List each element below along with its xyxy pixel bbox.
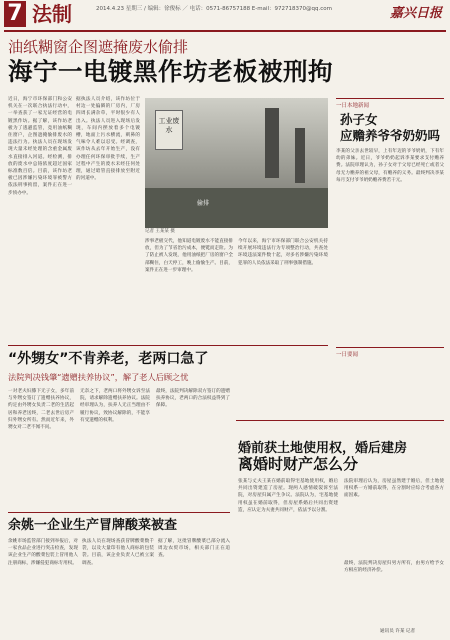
photo-credit: 记者 王某某 摄 (145, 229, 175, 234)
story2-headline: “外甥女”不肯养老，老两口急了 (8, 351, 209, 367)
page-number: 7 (4, 1, 26, 27)
story3-column-3: 据了解，这批冒牌酸菜已部分流入周边农贸市场，相关部门正在追查。 (158, 539, 230, 559)
lead-photo (145, 98, 328, 228)
section-title: 法制 (32, 2, 72, 26)
issue-meta: 2014.4.23 星期三 / 编辑：徐俊标 ／ 电话：0571-86757188 E-mail：972718370@qq.com (96, 6, 333, 12)
story2-column-3: 最终，法院判决解除双方签订的遗赠扶养协议，老两口的合法权益得到了保障。 (156, 389, 230, 409)
story4-byline: 通讯员 许某 记者 (380, 629, 416, 634)
story2-column-1: 一对老夫妇膝下无子女，多年前与外甥女签订了遗赠扶养协议，约定由外甥女负责二老的生活起居和养老送终，二老去世后房产归外甥女所有。然而近年来，外甥女对二老不闻不问。 (8, 389, 74, 431)
lead-column-4: 今年以来，海宁市环保部门联合公安机关持续开展环境违法行为专项整治行动，共查处环境违法案件数十起，对多名涉嫌污染环境犯罪的人员依法采取了刑事强制措施。 (238, 239, 328, 266)
sidebar-title-1a: 孙子女 (340, 112, 378, 127)
sidebar-tag-1: 一日本地新闻 (336, 98, 444, 109)
newspaper-logo: 嘉兴日报 (389, 6, 442, 21)
masthead-rule (4, 30, 446, 32)
story3-column-2: 执法人员在现场查获冒牌酸菜数千袋，以及大量印有他人商标的包装袋。目前，该企业负责人已被立案调查。 (82, 539, 154, 566)
section-divider (236, 420, 444, 421)
lead-column-1: 近日，海宁市环保部门和公安机关在一次联合执法行动中，一举查获了一家无证经营的电镀黑作坊。据了解，该作坊老板为了逃避监管，竟用油纸糊住窗户，企图遮掩偷排废水的违法行为。执法人员在现场发现大量未经处理的含重金属废水直接排入河道。经检测，排放的废水中总铬浓度超过国家标准数百倍。目前，该作坊老板已因涉嫌污染环境罪被警方依法刑事拘留，案件正在进一步侦办中。 (8, 97, 72, 196)
lead-kicker: 油纸糊窗企图遮掩废水偷排 (8, 38, 189, 56)
sidebar-text-1: 李某的父亲去世较早，上有年迈的爷爷奶奶，下有年幼的弟妹。近日，爷爷奶奶起诉李某要求支付赡养费。法院审理认为，孙子女对于父母已经死亡或者父母无力赡养的祖父母，有赡养的义务。最终判决李某每月支付爷爷奶奶赡养费若干元。 (336, 149, 444, 183)
lead-column-3: 涉事老板交代，他知道电镀废水不能直接排放，但为了节省治污成本，便铤而走险。为了防止被人发现，他用油纸把厂房的窗户全部糊住，白天停工，晚上偷偷生产。目前，案件正在进一步审理中。 (145, 239, 233, 273)
sidebar-title-1b: 应赡养爷爷奶奶吗 (340, 128, 441, 143)
lead-column-2: 据执法人员介绍，该作坊位于村边一处偏僻的厂房内，厂房四周长满杂草，平时很少有人出入。执法人员进入现场后发现，车间内摆放着多个电镀槽，地面上污水横流，刺鼻的气味令人难以忍受。经调查，该作坊从去年开始生产，没有办理任何环保审批手续，生产过程中产生的废水未经任何处理，通过暗管直接排放至附近的河道中。 (76, 97, 140, 182)
story4-column-3: 最终，法院判决房屋归男方所有，由男方给予女方相应的经济补偿。 (344, 561, 444, 574)
photo-sign: 工业废水 (155, 110, 183, 150)
photo-water (145, 188, 328, 228)
story3-column-1: 余姚市场监管部门接到举报后，对一家食品企业进行突击检查，发现该企业生产的酸菜包装上冒用他人注册商标，涉嫌侵犯商标专用权。 (8, 539, 78, 566)
masthead (0, 0, 450, 30)
photo-pipe (295, 128, 305, 183)
story3-headline: 余姚一企业生产冒牌酸菜被查 (8, 518, 178, 533)
sidebar-tag-2: 一日要闻 (336, 347, 444, 358)
story2-column-2: 无奈之下，老两口将外甥女诉至法院，请求解除遗赠扶养协议。法院经审理认为，扶养人无正当理由不履行协议，致协议解除的，不能享有受遗赠的权利。 (80, 389, 150, 423)
story4-column-1: 张某与丈夫王某在婚前取得宅基地使用权，婚后共同出资建造了房屋。现两人感情破裂诉至法院，对房屋归属产生争议。法院认为，宅基地使用权虽在婚前取得，但房屋系婚后共同出资建造，应认定为夫妻共同财产，依法予以分割。 (238, 479, 338, 513)
story4-headline-1: 婚前获土地使用权，婚后建房 (238, 441, 408, 456)
section-divider (8, 345, 328, 346)
story2-subhead: 法院判决钱肇“遗赠扶养协议”，解了老人后顾之忧 (8, 372, 189, 382)
lead-headline: 海宁一电镀黑作坊老板被刑拘 (8, 57, 333, 86)
section-divider (8, 512, 230, 513)
story4-column-2: 法院审理后认为，房屋虽然建于婚后，但土地使用权系一方婚前取得，在分割时应综合考虑各方面因素。 (344, 479, 444, 499)
photo-pipe (265, 108, 279, 178)
photo-caption: 偷排 (197, 200, 210, 207)
story4-headline-2: 离婚时财产怎么分 (238, 455, 359, 473)
